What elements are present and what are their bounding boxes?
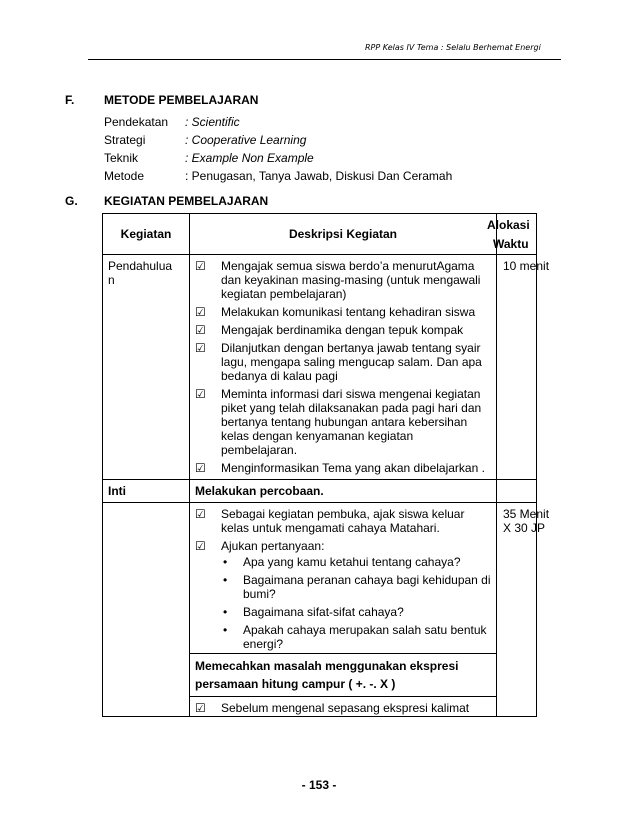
metode-label-strategi: Strategi	[104, 133, 146, 147]
inti-time	[497, 503, 550, 717]
checkbox-icon: ☑	[195, 507, 206, 521]
list-item	[195, 507, 491, 535]
metode-value-teknik: : Example Non Example	[185, 151, 314, 165]
page-number: - 153 -	[301, 778, 337, 792]
bullet-icon: •	[223, 573, 228, 587]
inti-heading2-line1: Memecahkan masalah menggunakan ekspresi	[195, 659, 459, 673]
sub-list-item	[221, 573, 491, 601]
list-item	[195, 387, 491, 457]
header-alokasi-line2: Waktu	[493, 237, 529, 251]
list-item	[195, 259, 491, 301]
checkbox-icon: ☑	[195, 387, 206, 401]
section-f-letter: F.	[65, 93, 75, 107]
checkbox-icon: ☑	[195, 259, 206, 273]
pendahuluan-time-text: 10 menit	[503, 259, 550, 273]
section-g-title: KEGIATAN PEMBELAJARAN	[104, 194, 269, 208]
list-item	[195, 305, 491, 319]
row-inti-body	[103, 503, 537, 654]
list-item-text: Ajukan pertanyaan:	[221, 539, 325, 553]
row-pendahuluan	[103, 255, 537, 480]
inti-label-blank	[103, 503, 190, 717]
list-item-text: Sebelum mengenal sepasang ekspresi kalimat	[221, 701, 470, 715]
sub-list-item-text: Apakah cahaya merupakan salah satu bentuk energi?	[243, 623, 487, 651]
list-item-text: Mengajak berdinamika dengan tepuk kompak	[221, 323, 464, 337]
inti-time-blank	[497, 480, 537, 503]
section-g-letter: G.	[65, 194, 78, 208]
checkbox-icon: ☑	[195, 701, 206, 715]
metode-value-strategi: : Cooperative Learning	[185, 133, 307, 147]
list-item	[195, 461, 491, 475]
inti-label: Inti	[103, 480, 190, 503]
row-inti	[103, 480, 537, 503]
list-item-text: Menginformasikan Tema yang akan dibelajarkan .	[221, 461, 485, 475]
inti-heading2-line2: persamaan hitung campur ( +. -. X )	[195, 677, 396, 691]
checkbox-icon: ☑	[195, 323, 206, 337]
pendahuluan-label-line1: Pendahulua	[108, 259, 173, 273]
pendahuluan-label-line2: n	[108, 273, 115, 287]
sub-list-item-text: Apa yang kamu ketahui tentang cahaya?	[243, 555, 461, 569]
checkbox-icon: ☑	[195, 305, 206, 319]
list-item-text: Melakukan komunikasi tentang kehadiran siswa	[221, 305, 476, 319]
sub-list-item-text: Bagaimana peranan cahaya bagi kehidupan di bumi?	[243, 573, 491, 601]
pendahuluan-label	[103, 255, 190, 480]
header-alokasi	[487, 214, 537, 255]
checkbox-icon: ☑	[195, 539, 206, 553]
sub-list-item	[221, 555, 491, 569]
list-item	[195, 323, 491, 337]
pendahuluan-desc	[190, 255, 497, 480]
inti-desc-last	[190, 697, 497, 717]
sub-list-item	[221, 605, 491, 619]
list-item-text: Mengajak semua siswa berdo’a menurutAgama dan keyakinan masing-masing (untuk mengawali kegiatan pembelajaran)	[221, 259, 481, 301]
metode-value-metode: : Penugasan, Tanya Jawab, Diskusi Dan Ceramah	[185, 169, 453, 183]
header-kegiatan: Kegiatan	[103, 214, 190, 255]
header-rule	[88, 59, 561, 60]
pendahuluan-time	[497, 255, 550, 480]
header-deskripsi: Deskripsi Kegiatan	[190, 214, 497, 255]
metode-label-teknik: Teknik	[104, 151, 139, 165]
kegiatan-table	[102, 213, 550, 717]
inti-heading: Melakukan percobaan.	[190, 480, 497, 503]
list-item-text: Meminta informasi dari siswa mengenai kegiatan piket yang telah dilaksanakan pada pagi hari dan bertanya tentang hubungan antara kebersihan kelas dengan kenyamanan kegiatan pembelajaran.	[221, 387, 482, 457]
metode-label-pendekatan: Pendekatan	[104, 115, 169, 129]
header-alokasi-line1: Alokasi	[487, 218, 530, 232]
sub-list-item	[221, 623, 491, 651]
metode-label-metode: Metode	[104, 169, 145, 183]
inti-desc	[190, 503, 497, 654]
list-item	[195, 539, 491, 553]
inti-time-line1: 35 Menit	[503, 507, 550, 521]
metode-value-pendekatan: : Scientific	[185, 115, 240, 129]
sub-list-item-text: Bagaimana sifat-sifat cahaya?	[243, 605, 404, 619]
list-item-text: Dilanjutkan dengan bertanya jawab tentang syair lagu, mengapa saling mengucap salam. Dan apa bedanya di kalau pagi	[221, 341, 482, 383]
table-header-row	[103, 214, 537, 255]
bullet-icon: •	[223, 605, 228, 619]
list-item	[195, 341, 491, 383]
inti-heading2	[190, 654, 497, 697]
list-item	[195, 701, 491, 715]
section-f-title: METODE PEMBELAJARAN	[104, 93, 259, 107]
bullet-icon: •	[223, 555, 228, 569]
checkbox-icon: ☑	[195, 341, 206, 355]
list-item-text: Sebagai kegiatan pembuka, ajak siswa keluar kelas untuk mengamati cahaya Matahari.	[221, 507, 465, 535]
running-header: RPP Kelas IV Tema : Selalu Berhemat Energi	[365, 43, 541, 52]
bullet-icon: •	[223, 623, 228, 637]
checkbox-icon: ☑	[195, 461, 206, 475]
inti-time-line2: X 30 JP	[503, 521, 546, 535]
